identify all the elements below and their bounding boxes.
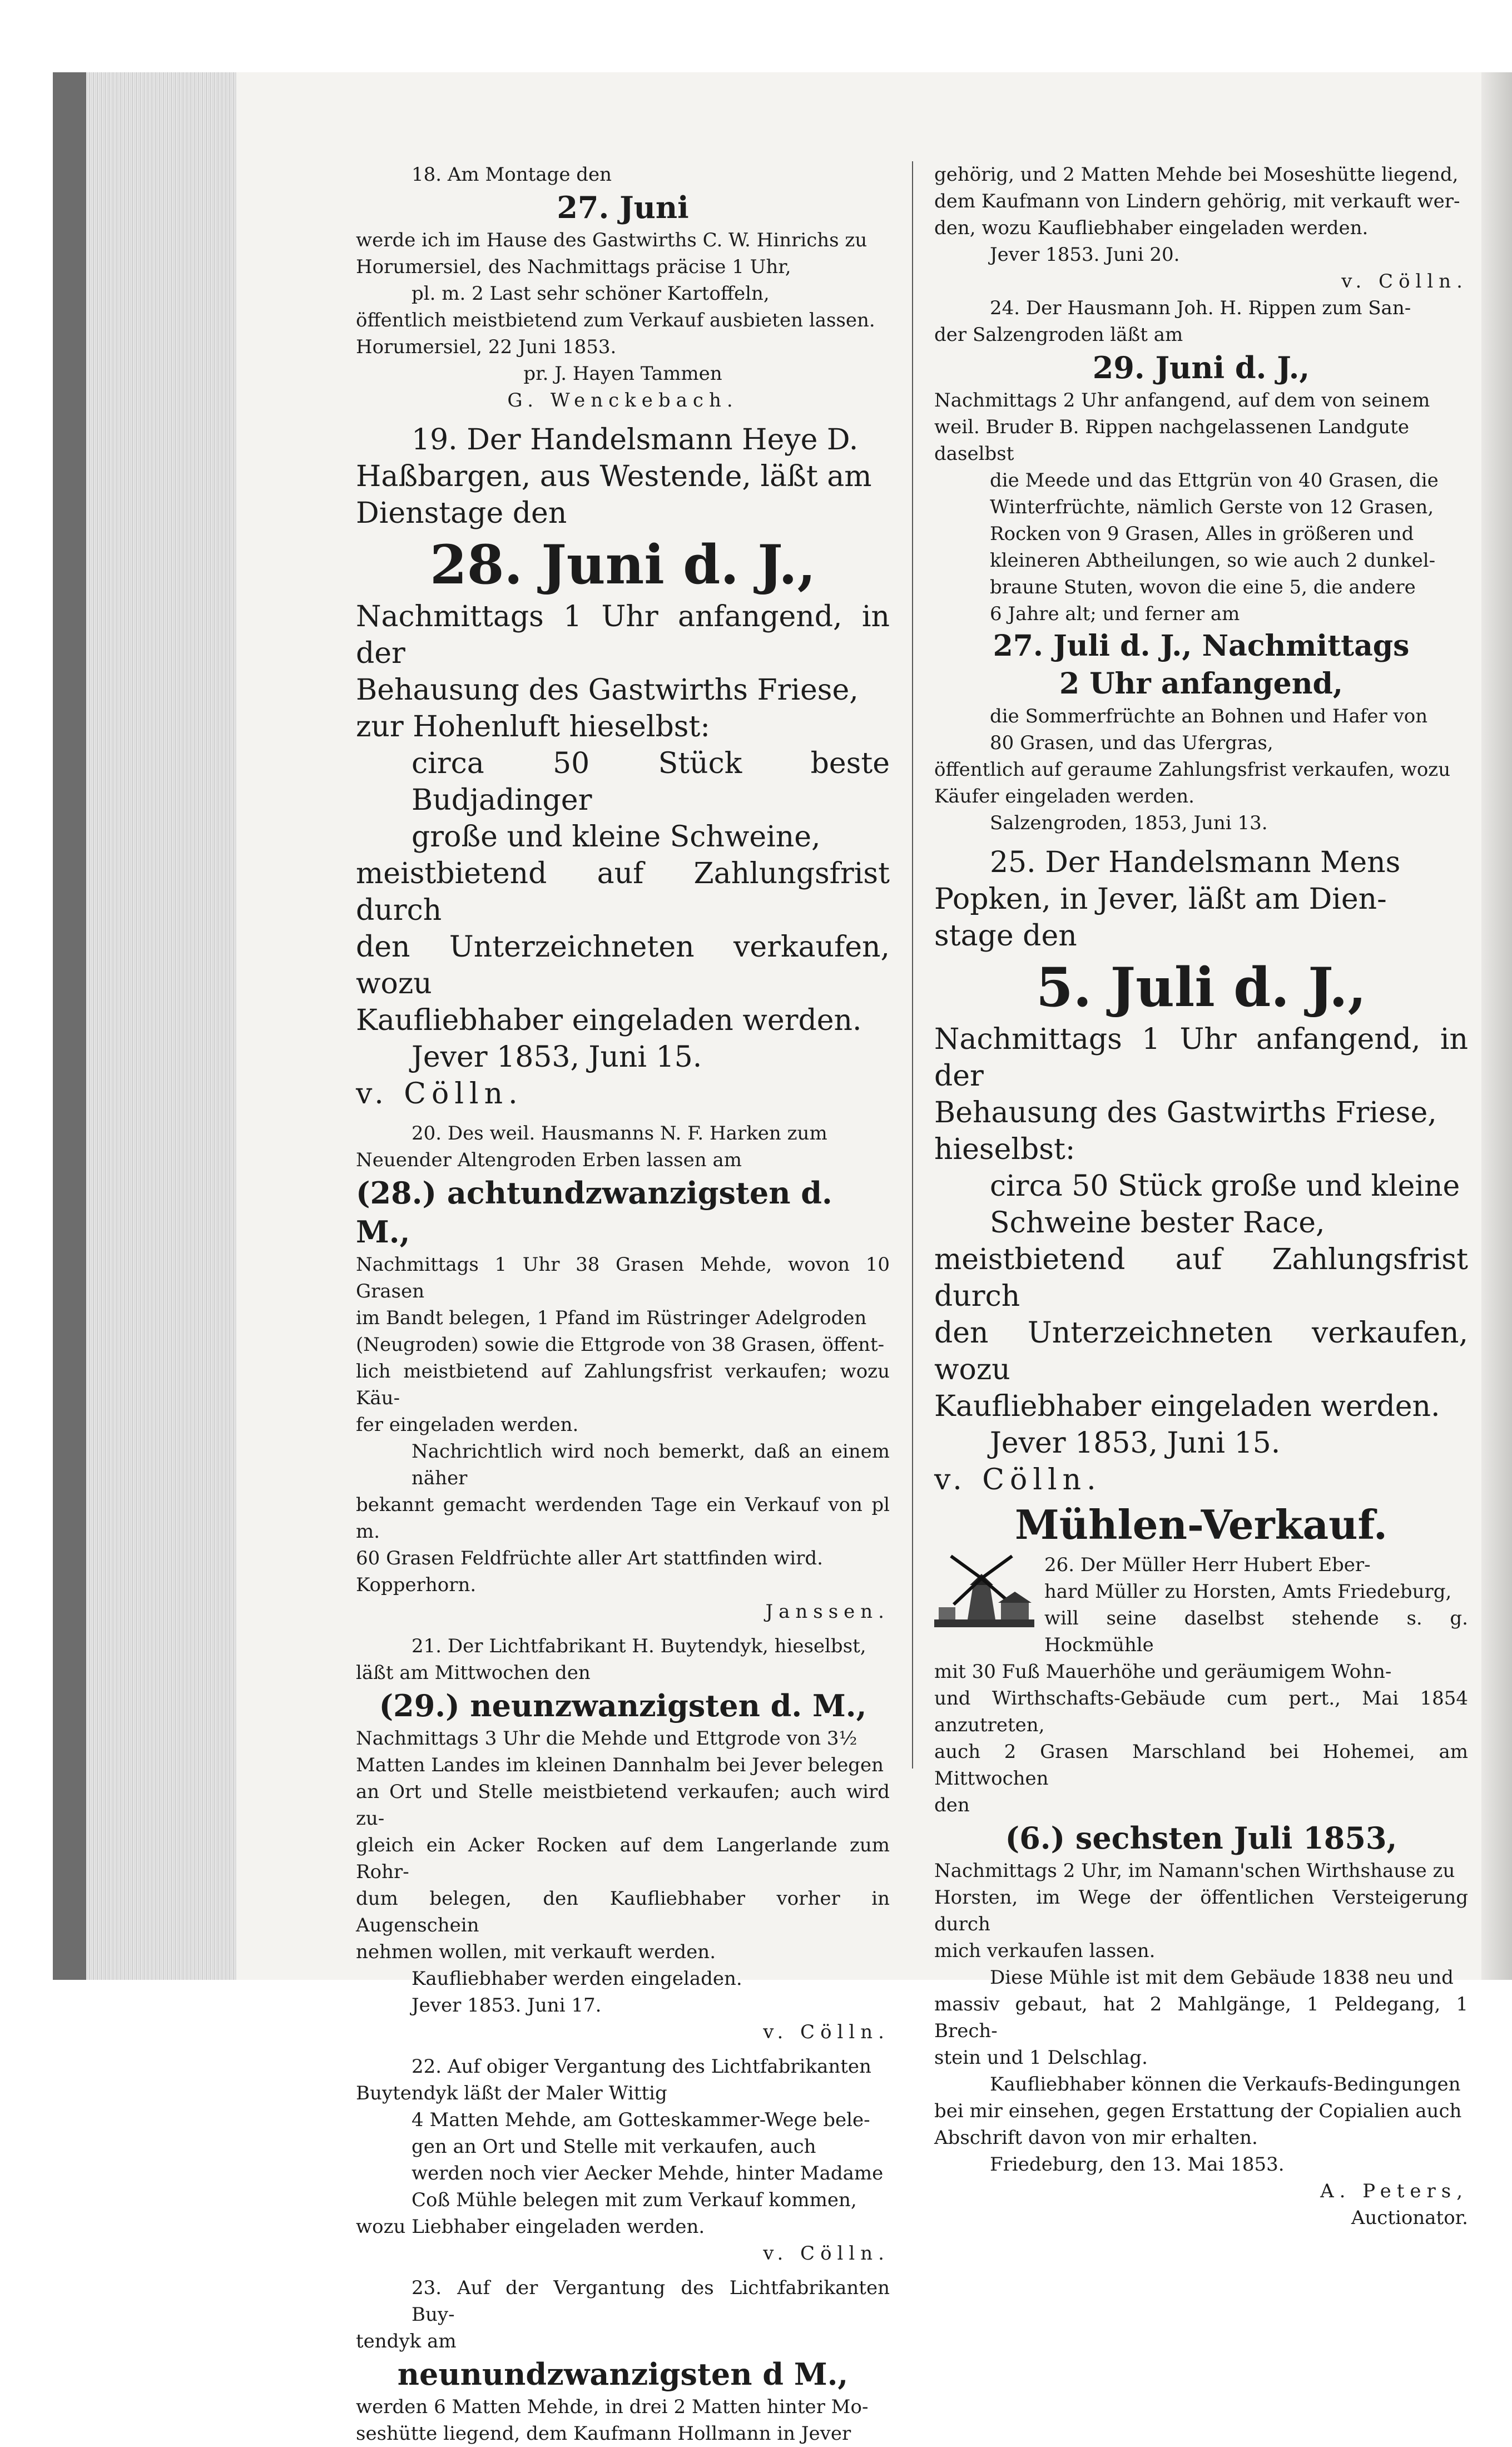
notice-text: Buytendyk läßt der Maler Wittig (356, 2082, 667, 2104)
notice-text: Neuender Altengroden Erben lassen am (356, 1149, 742, 1171)
notice-signature: pr. J. Hayen Tammen (523, 363, 722, 385)
notice-text: Rocken von 9 Grasen, Alles in größeren und (990, 523, 1414, 545)
notice-text: läßt am Mittwochen den (356, 1662, 591, 1684)
notice-26 (934, 1498, 1468, 2231)
notice-text: Kaufliebhaber können die Verkaufs-Bedingungen (990, 2073, 1461, 2096)
notice-signature: v. Cölln. (763, 2021, 890, 2043)
notice-place-date: Friedeburg, den 13. Mai 1853. (990, 2153, 1285, 2176)
notice-text: Diese Mühle ist mit dem Gebäude 1838 neu und (990, 1966, 1454, 1989)
notice-text: Kaufliebhaber werden eingeladen. (412, 1968, 742, 1990)
column-divider (912, 161, 913, 1769)
notice-signature: Janssen. (765, 1601, 890, 1623)
notice-text: werden 6 Matten Mehde, in drei 2 Matten hinter Mo- (356, 2396, 869, 2418)
notice-23-continued (934, 161, 1468, 295)
notice-text: Matten Landes im kleinen Dannhalm bei Jever belegen (356, 1754, 884, 1776)
notice-signature: v. Cölln. (356, 1077, 523, 1111)
notice-text: Horumersiel, des Nachmittags präcise 1 Uhr, (356, 256, 791, 278)
auction-date: 29. Juni d. J., (1092, 350, 1310, 385)
page-gutter (1481, 72, 1512, 1980)
notice-text: massiv gebaut, hat 2 Mahlgänge, 1 Peldegang, 1 Brech- (934, 1993, 1468, 2042)
notice-text: 22. Auf obiger Vergantung des Lichtfabrikanten (412, 2055, 871, 2078)
notice-heading: 19. Der Handelsmann Heye D. (412, 423, 859, 457)
left-column (356, 161, 890, 2447)
notice-text: Nachmittags 3 Uhr die Mehde und Ettgrode von 3½ (356, 1727, 857, 1750)
notice-place-date: Jever 1853, Juni 15. (990, 1426, 1281, 1460)
notice-heading: Haßbargen, aus Westende, läßt am (356, 460, 872, 493)
right-column (934, 161, 1468, 2231)
notice-text: Käufer eingeladen werden. (934, 785, 1194, 808)
notice-heading: 25. Der Handelsmann Mens (990, 846, 1401, 879)
notice-place-date: Jever 1853. Juni 17. (412, 1994, 602, 2017)
notice-text: tendyk am (356, 2330, 457, 2352)
notice-text: meistbietend auf Zahlungsfrist durch (934, 1243, 1468, 1313)
notice-text: 21. Der Lichtfabrikant H. Buytendyk, hieselbst, (412, 1635, 866, 1657)
auction-date: 5. Juli d. J., (1036, 956, 1366, 1019)
notice-text: 26. Der Müller Herr Hubert Eber- (1044, 1554, 1371, 1576)
notice-19 (356, 422, 890, 1112)
notice-place-date: Horumersiel, 22 Juni 1853. (356, 336, 617, 358)
notice-heading: Popken, in Jever, läßt am Dien- (934, 883, 1387, 916)
book-cover (53, 72, 86, 1980)
notice-18 (356, 161, 890, 414)
notice-25 (934, 844, 1468, 1498)
notice-signature: A. Peters, (1320, 2180, 1468, 2202)
notice-signature: v. Cölln. (1341, 270, 1468, 293)
notice-text: mich verkaufen lassen. (934, 1940, 1156, 1962)
notice-text: stein und 1 Delschlag. (934, 2047, 1148, 2069)
notice-text: 6 Jahre alt; und ferner am (990, 603, 1240, 625)
notice-text: mit 30 Fuß Mauerhöhe und geräumigem Wohn- (934, 1661, 1392, 1683)
notice-text: circa 50 Stück große und kleine (990, 1170, 1460, 1203)
auction-date: (28.) achtundzwanzigsten d. M., (356, 1175, 832, 1250)
notice-text: auch 2 Grasen Marschland bei Hohemei, am Mittwochen (934, 1741, 1468, 1790)
notice-headline: Mühlen-Verkauf. (1015, 1501, 1387, 1548)
notice-text: den (934, 1794, 970, 1816)
notice-text: dum belegen, den Kaufliebhaber vorher in Augenschein (356, 1888, 890, 1936)
notice-text: den Unterzeichneten verkaufen, wozu (934, 1316, 1468, 1386)
notice-text: gleich ein Acker Rocken auf dem Langerlande zum Rohr- (356, 1834, 890, 1883)
notice-signature: v. Cölln. (934, 1463, 1102, 1497)
notice-text: öffentlich auf geraume Zahlungsfrist verkaufen, wozu (934, 759, 1451, 781)
auction-time: 2 Uhr anfangend, (1059, 667, 1344, 701)
auction-date: neunundzwanzigsten d M., (397, 2356, 849, 2392)
notice-text: will seine daselbst stehende s. g. Hockmühle (1044, 1607, 1468, 1656)
notice-text: meistbietend auf Zahlungsfrist durch (356, 857, 890, 927)
notice-text: (Neugroden) sowie die Ettgrode von 38 Grasen, öffent- (356, 1334, 885, 1356)
notice-text: bekannt gemacht werdenden Tage ein Verkauf von pl m. (356, 1494, 890, 1543)
notice-text: wozu Liebhaber eingeladen werden. (356, 2216, 705, 2238)
notice-text: daselbst (934, 443, 1014, 465)
notice-text: bei mir einsehen, gegen Erstattung der Copialien auch (934, 2100, 1462, 2122)
notice-text: den Unterzeichneten verkaufen, wozu (356, 930, 890, 1000)
notice-text: die Sommerfrüchte an Bohnen und Hafer von (990, 705, 1428, 727)
notice-text: werden noch vier Aecker Mehde, hinter Madame (412, 2162, 884, 2185)
auction-date: (29.) neunzwanzigsten d. M., (379, 1688, 867, 1723)
notice-signature: G. Wenckebach. (507, 389, 738, 412)
notice-23 (356, 2275, 890, 2447)
notice-text: 20. Des weil. Hausmanns N. F. Harken zum (412, 1122, 827, 1145)
notice-text: Nachmittags 2 Uhr, im Namann'schen Wirthshause zu (934, 1860, 1455, 1882)
notice-text: 4 Matten Mehde, am Gotteskammer-Wege bele- (412, 2109, 870, 2131)
mill-block (934, 1552, 1468, 1658)
notice-text: Kaufliebhaber eingeladen werden. (356, 1004, 862, 1037)
notice-place-date: Jever 1853. Juni 20. (990, 244, 1180, 266)
notice-24 (934, 295, 1468, 836)
notice-signature-role: Auctionator. (1351, 2207, 1468, 2229)
notice-text: braune Stuten, wovon die eine 5, die andere (990, 576, 1416, 598)
notice-text: Behausung des Gastwirths Friese, (934, 1096, 1437, 1130)
notice-text: große und kleine Schweine, (412, 820, 821, 854)
notice-text: circa 50 Stück beste Budjadinger (412, 747, 890, 817)
notice-text: Nachmittags 1 Uhr anfangend, in der (356, 600, 890, 670)
notice-number-intro: 18. Am Montage den (412, 164, 612, 186)
notice-place-date: Salzengroden, 1853, Juni 13. (990, 812, 1268, 834)
notice-text: dem Kaufmann von Lindern gehörig, mit verkauft wer- (934, 190, 1460, 212)
notice-text: Nachmittags 2 Uhr anfangend, auf dem von seinem (934, 389, 1430, 412)
notice-text: Nachrichtlich wird noch bemerkt, daß an einem näher (412, 1440, 890, 1489)
notice-text: hard Müller zu Horsten, Amts Friedeburg, (1044, 1581, 1452, 1603)
auction-date: 27. Juli d. J., Nachmittags (993, 629, 1410, 663)
notice-text: 80 Grasen, und das Ufergras, (990, 732, 1273, 754)
notice-heading: stage den (934, 919, 1077, 953)
notice-text: kleineren Abtheilungen, so wie auch 2 dunkel- (990, 549, 1436, 572)
notice-text: 60 Grasen Feldfrüchte aller Art stattfinden wird. (356, 1547, 823, 1569)
notice-text: Horsten, im Wege der öffentlichen Versteigerung durch (934, 1886, 1468, 1935)
notice-text: Kaufliebhaber eingeladen werden. (934, 1390, 1440, 1423)
notice-signature: v. Cölln. (763, 2242, 890, 2265)
notice-text: werde ich im Hause des Gastwirths C. W. Hinrichs zu (356, 229, 867, 251)
notice-20 (356, 1120, 890, 1625)
notice-text: zur Hohenluft hieselbst: (356, 710, 710, 744)
notice-text: 23. Auf der Vergantung des Lichtfabrikanten Buy- (412, 2277, 890, 2326)
notice-22 (356, 2053, 890, 2267)
notice-text: die Meede und das Ettgrün von 40 Grasen, die (990, 469, 1439, 492)
notice-text: gehörig, und 2 Matten Mehde bei Moseshütte liegend, (934, 164, 1459, 186)
notice-place-date: Jever 1853, Juni 15. (412, 1041, 702, 1074)
auction-date: 28. Juni d. J., (429, 533, 816, 596)
notice-text: Schweine bester Race, (990, 1206, 1325, 1240)
notice-text: und Wirthschafts-Gebäude cum pert., Mai 1854 anzutreten, (934, 1687, 1468, 1736)
notice-21 (356, 1633, 890, 2045)
notice-text: hieselbst: (934, 1133, 1075, 1166)
notice-text: fer eingeladen werden. (356, 1414, 579, 1436)
notice-text: Abschrift davon von mir erhalten. (934, 2127, 1258, 2149)
notice-text: gen an Ort und Stelle mit verkaufen, auch (412, 2136, 816, 2158)
notice-text: der Salzengroden läßt am (934, 324, 1183, 346)
notice-place: Kopperhorn. (356, 1574, 477, 1596)
notice-text: Behausung des Gastwirths Friese, (356, 673, 859, 707)
windmill-icon (934, 1552, 1034, 1635)
notice-text: den, wozu Kaufliebhaber eingeladen werden. (934, 217, 1369, 239)
auction-date: 27. Juni (557, 190, 689, 225)
notice-text: nehmen wollen, mit verkauft werden. (356, 1941, 716, 1963)
notice-text: Nachmittags 1 Uhr 38 Grasen Mehde, wovon 10 Grasen (356, 1254, 890, 1302)
notice-text: Nachmittags 1 Uhr anfangend, in der (934, 1023, 1468, 1093)
notice-text: lich meistbietend auf Zahlungsfrist verkaufen; wozu Käu- (356, 1360, 890, 1409)
notice-text: weil. Bruder B. Rippen nachgelassenen Landgute (934, 416, 1409, 438)
notice-text: pl. m. 2 Last sehr schöner Kartoffeln, (412, 283, 770, 305)
auction-date: (6.) sechsten Juli 1853, (1005, 1820, 1397, 1856)
notice-text: seshütte liegend, dem Kaufmann Hollmann in Jever (356, 2423, 851, 2445)
notice-text: Coß Mühle belegen mit zum Verkauf kommen, (412, 2189, 857, 2211)
notice-text: öffentlich meistbietend zum Verkauf ausbieten lassen. (356, 309, 875, 331)
notice-text: im Bandt belegen, 1 Pfand im Rüstringer Adelgroden (356, 1307, 867, 1329)
notice-text: an Ort und Stelle meistbietend verkaufen; auch wird zu- (356, 1781, 890, 1830)
notice-text: Winterfrüchte, nämlich Gerste von 12 Grasen, (990, 496, 1434, 518)
notice-heading: Dienstage den (356, 497, 567, 530)
notice-text: 24. Der Hausmann Joh. H. Rippen zum San- (990, 297, 1411, 319)
